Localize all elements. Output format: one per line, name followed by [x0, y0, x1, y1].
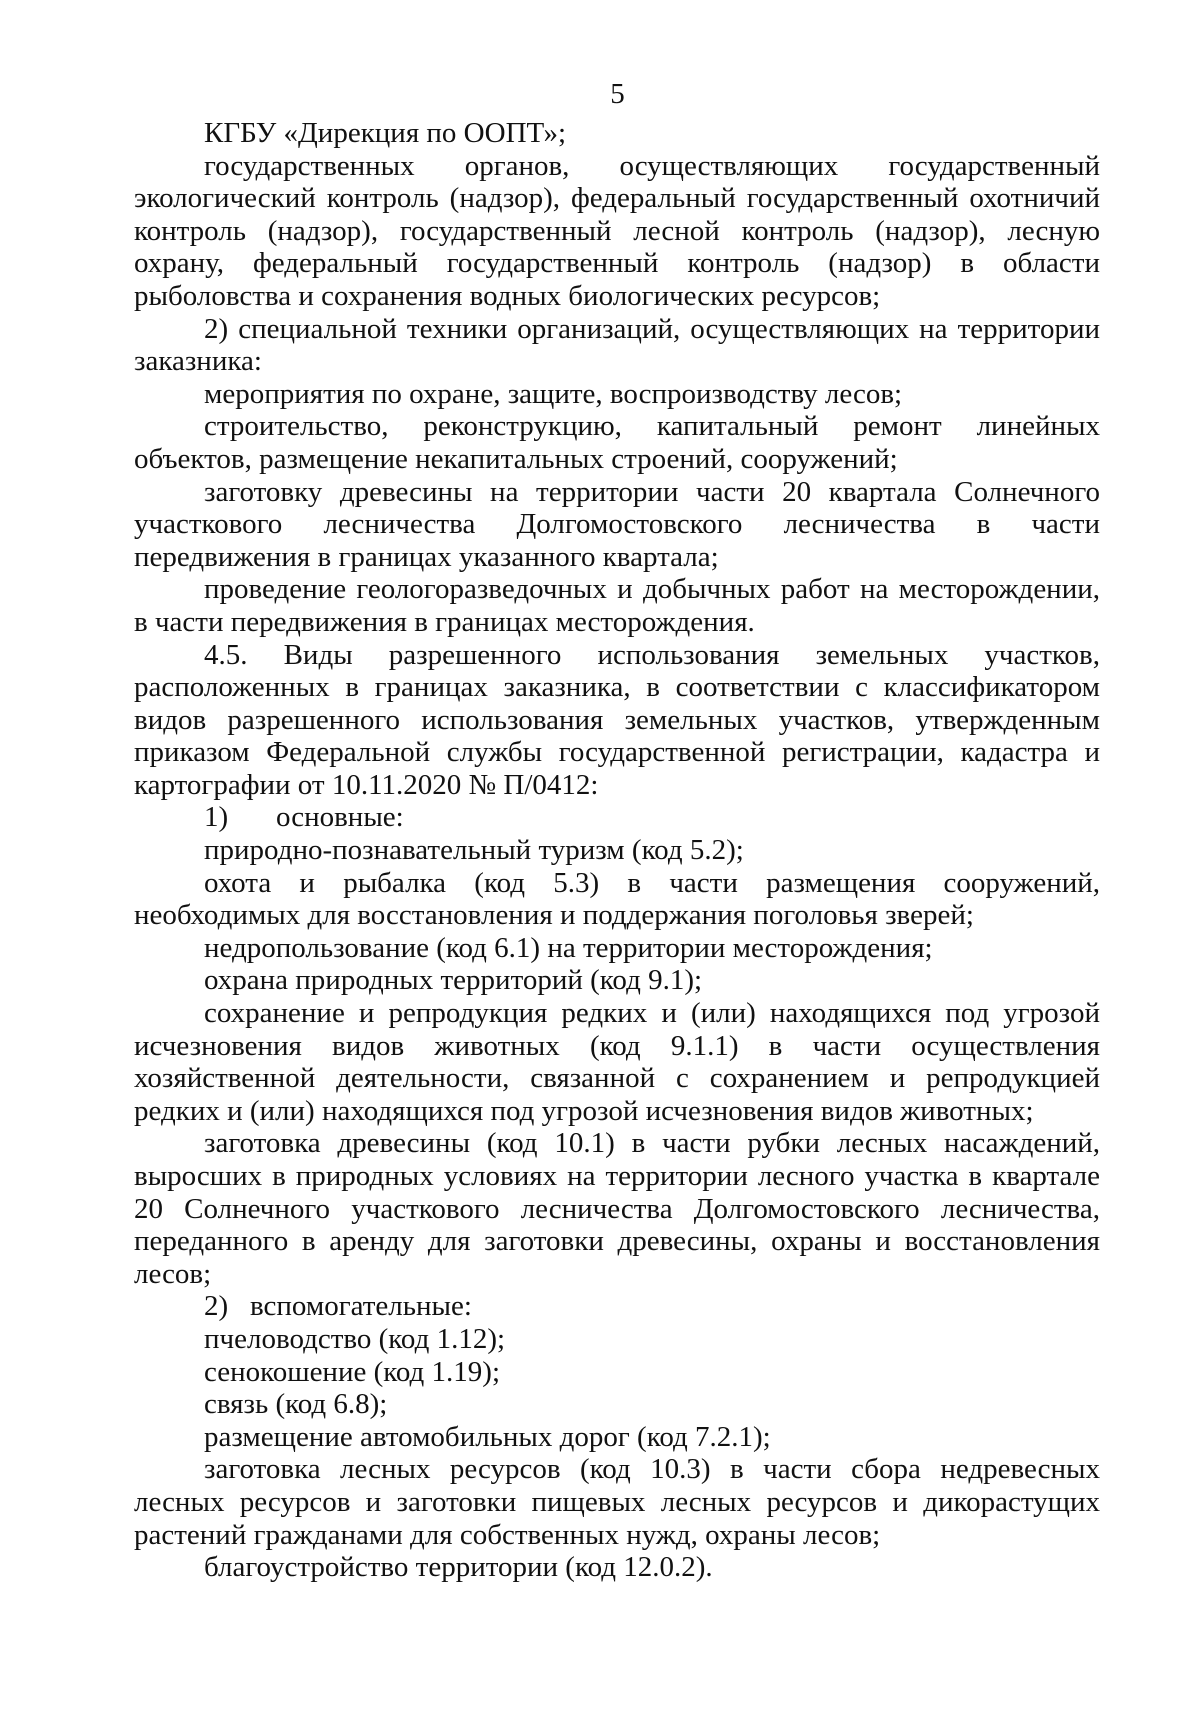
list-item: сенокошение (код 1.19);: [204, 1355, 501, 1388]
list-heading-main: [134, 801, 1100, 834]
list-item: сохранение и репродукция редких и (или) находящихся под угрозой исчезновения видов животных (код 9.1.1) в части осуществления хозяйственной деятельности, связанной с сохранением и репродукцией редких и (или) находящихся под угрозой исчезновения видов животных;: [134, 997, 1100, 1127]
paragraph: 4.5. Виды разрешенного использования земельных участков, расположенных в границах заказника, в соответствии с классификатором видов разрешенного использования земельных участков, утвержденным приказом Федеральной службы государственной регистрации, кадастра и картографии от 10.11.2020 № П/0412:: [134, 638, 1100, 801]
paragraph: проведение геологоразведочных и добычных работ на месторождении, в части передвижения в границах месторождения.: [134, 573, 1100, 638]
paragraph: заготовку древесины на территории части 20 квартала Солнечного участкового лесничества Долгомостовского лесничества в части передвижения в границах указанного квартала;: [134, 475, 1100, 573]
list-heading-aux: [134, 1290, 1100, 1323]
list-item: охота и рыбалка (код 5.3) в части размещения сооружений, необходимых для восстановления и поддержания поголовья зверей;: [134, 866, 1100, 932]
list-item: природно-познавательный туризм (код 5.2);: [204, 834, 744, 867]
list-item: охрана природных территорий (код 9.1);: [204, 964, 703, 997]
list-item: благоустройство территории (код 12.0.2).: [204, 1551, 713, 1584]
list-number: 2): [204, 1290, 229, 1323]
paragraph: 2) специальной техники организаций, осуществляющих на территории заказника:: [134, 312, 1100, 378]
page-number: 5: [610, 78, 625, 110]
paragraph: строительство, реконструкцию, капитальный ремонт линейных объектов, размещение некапитальных строений, сооружений;: [134, 410, 1100, 475]
list-item: связь (код 6.8);: [204, 1388, 388, 1421]
list-item: заготовка древесины (код 10.1) в части рубки лесных насаждений, выросших в природных условиях на территории лесного участка в квартале 20 Солнечного участкового лесничества Долгомостовского лесничества, переданного в аренду для заготовки древесины, охраны и восстановления лесов;: [134, 1127, 1100, 1290]
document-body: [134, 117, 1100, 1584]
list-number: 1): [204, 801, 229, 834]
list-item: заготовка лесных ресурсов (код 10.3) в части сбора недревесных лесных ресурсов и заготовки пищевых лесных ресурсов и дикорастущих растений гражданами для собственных нужд, охраны лесов;: [134, 1453, 1100, 1551]
paragraph: КГБУ «Дирекция по ООПТ»;: [204, 117, 567, 149]
list-label: основные:: [276, 801, 404, 834]
list-item: недропользование (код 6.1) на территории месторождения;: [204, 931, 933, 964]
list-item: размещение автомобильных дорог (код 7.2.1);: [204, 1420, 771, 1453]
paragraph: государственных органов, осуществляющих государственный экологический контроль (надзор), федеральный государственный охотничий контроль (надзор), государственный лесной контроль (надзор), лесную охрану, федеральный государственный контроль (надзор) в области рыболовства и сохранения водных биологических ресурсов;: [134, 149, 1100, 312]
list-label: вспомогательные:: [250, 1290, 472, 1323]
paragraph: мероприятия по охране, защите, воспроизводству лесов;: [204, 377, 903, 410]
list-item: пчеловодство (код 1.12);: [204, 1322, 506, 1355]
